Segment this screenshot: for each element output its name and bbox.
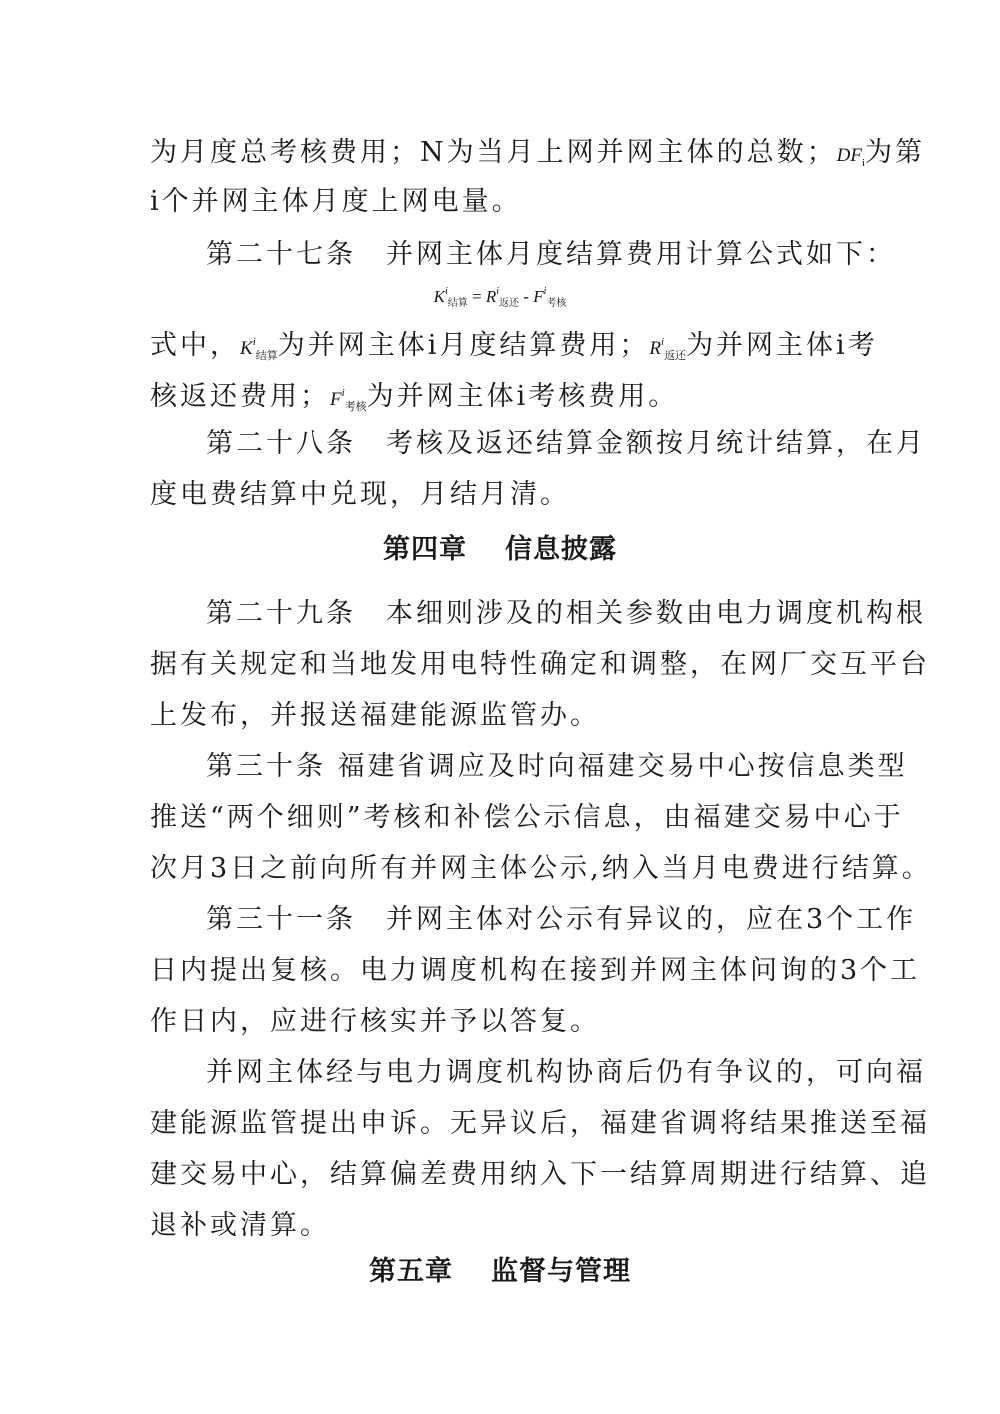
math-var: DF [836, 145, 862, 166]
chapter-number: 第五章 [369, 1256, 453, 1287]
text-segment: 式中， [150, 330, 240, 361]
text-line: 上发布，并报送福建能源监管办。 [150, 700, 600, 731]
text-segment: 为并网主体i月度结算费用； [277, 330, 650, 361]
text-segment: 为并网主体i考核费用。 [366, 381, 679, 412]
math-sup: i [661, 336, 665, 348]
math-var: R [649, 338, 661, 359]
text-line: 建交易中心，结算偏差费用纳入下一结算周期进行结算、追 [150, 1159, 930, 1190]
text-segment: 核返还费用； [150, 381, 330, 412]
article-29: 第二十九条 本细则涉及的相关参数由电力调度机构根 [206, 598, 926, 629]
math-var: F [330, 389, 342, 410]
text-line: 推送“两个细则”考核和补偿公示信息，由福建交易中心于 [150, 802, 904, 833]
article-27: 第二十七条 并网主体月度结算费用计算公式如下： [206, 239, 896, 270]
text-line: 度电费结算中兑现，月结月清。 [150, 479, 570, 510]
text-segment: 为并网主体i考 [686, 330, 878, 361]
math-f [330, 387, 367, 413]
text-line [150, 133, 926, 173]
settlement-formula [0, 277, 1000, 319]
text-segment: 为第 [865, 137, 926, 168]
formula-eq: = [472, 287, 482, 306]
text-line: i个并网主体月度上网电量。 [150, 186, 522, 217]
formula-minus: - [523, 287, 529, 306]
math-r [649, 336, 687, 362]
text-line: 作日内，应进行核实并予以答复。 [150, 1006, 600, 1037]
math-sub: 结算 [255, 350, 278, 362]
paragraph-dispute: 并网主体经与电力调度机构协商后仍有争议的，可向福 [206, 1057, 926, 1088]
math-sub: i [861, 157, 866, 169]
chapter-4-heading [0, 530, 1000, 570]
text-line [150, 373, 850, 413]
chapter-title: 监督与管理 [491, 1256, 631, 1287]
formula-f: F [533, 287, 544, 306]
text-line [150, 322, 878, 362]
formula-sup: i [444, 286, 448, 297]
text-segment: 为月度总考核费用；N为当月上网并网主体的总数； [150, 137, 837, 168]
text-line: 退补或清算。 [150, 1210, 330, 1241]
math-var: K [240, 338, 253, 359]
formula-sub: 结算 [447, 298, 468, 309]
formula-sup: i [496, 286, 500, 297]
text-line: 建能源监管提出申诉。无异议后，福建省调将结果推送至福 [150, 1108, 930, 1139]
math-sub: 返还 [664, 350, 687, 362]
text-line: 据有关规定和当地发用电特性确定和调整，在网厂交互平台 [150, 649, 930, 680]
math-sup: i [252, 336, 256, 348]
formula-k: K [433, 287, 445, 306]
math-sub: 考核 [344, 401, 367, 413]
math-df [836, 145, 866, 169]
chapter-5-heading [0, 1252, 1000, 1292]
math-k [240, 336, 278, 362]
chapter-number: 第四章 [383, 534, 467, 565]
chapter-title: 信息披露 [505, 534, 617, 565]
article-30: 第三十条 福建省调应及时向福建交易中心按信息类型 [206, 751, 908, 782]
text-line: 日内提出复核。电力调度机构在接到并网主体问询的3个工 [150, 955, 921, 986]
math-sup: i [341, 387, 345, 399]
text-line: 次月3日之前向所有并网主体公示,纳入当月电费进行结算。 [150, 853, 932, 884]
formula-sup: i [543, 286, 547, 297]
article-31: 第三十一条 并网主体对公示有异议的，应在3个工作 [206, 904, 917, 935]
formula-sub: 返还 [499, 298, 520, 309]
formula-r: R [485, 287, 497, 306]
article-28: 第二十八条 考核及返还结算金额按月统计结算，在月 [206, 428, 926, 459]
formula-sub: 考核 [546, 298, 567, 309]
